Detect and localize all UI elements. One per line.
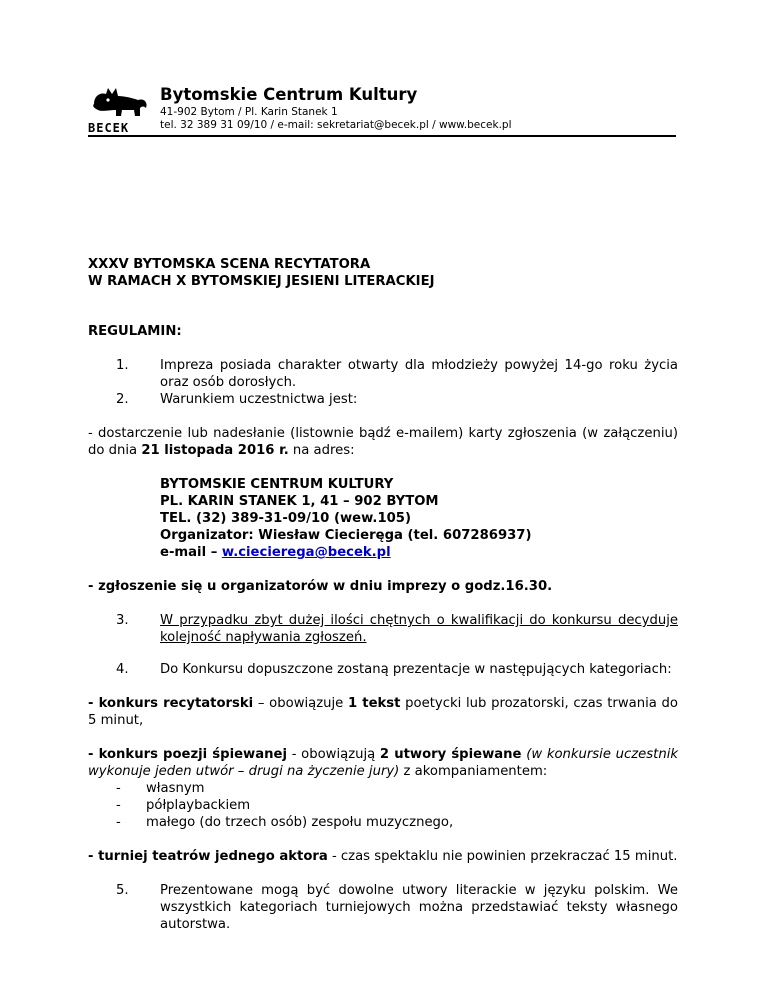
sung-count: 2 utwory śpiewane [379, 747, 522, 762]
sung-text-1: - obowiązują [287, 747, 380, 762]
header-rule [88, 135, 676, 137]
title-line-2: W RAMACH X BYTOMSKIEJ JESIENI LITERACKIEJ [88, 274, 435, 289]
sung-text-2: z akompaniamentem: [399, 764, 548, 779]
category-recital [88, 695, 678, 729]
bck-logo [88, 86, 150, 135]
point-4-text: Do Konkursu dopuszczone zostaną prezentacje w następujących kategoriach: [160, 662, 672, 677]
category-sung-poetry [88, 746, 678, 780]
point-4-number: 4. [116, 662, 129, 677]
point-1-number: 1. [116, 358, 129, 373]
category-theatre [88, 848, 677, 865]
theatre-text: - czas spektaklu nie powinien przekraczać 15 minut. [327, 849, 678, 864]
theatre-label: - turniej teatrów jednego aktora [88, 849, 328, 864]
org-contact: tel. 32 389 31 09/10 / e-mail: sekretariat@becek.pl / www.becek.pl [160, 119, 512, 131]
list-dash: - [116, 781, 121, 796]
point-5-number: 5. [116, 883, 129, 898]
onsite-registration: - zgłoszenie się u organizatorów w dniu imprezy o godz.16.30. [88, 579, 553, 594]
submission-paragraph [88, 425, 678, 459]
submission-text-after: na adres: [288, 443, 355, 458]
title-line-1: XXXV BYTOMSKA SCENA RECYTATORA [88, 257, 371, 272]
recital-text-2: poetycki lub prozatorski, czas trwania do 5 minut, [88, 696, 678, 728]
point-2-text: Warunkiem uczestnictwa jest: [160, 392, 358, 407]
accompaniment-1: własnym [146, 781, 205, 796]
point-5-text: Prezentowane mogą być dowolne utwory literackie w języku polskim. We wszystkich kategoriach turniejowych można przedstawiać teksty własnego autorstwa. [160, 883, 678, 932]
sung-label: - konkurs poezji śpiewanej [88, 747, 287, 762]
point-2-number: 2. [116, 392, 129, 407]
list-dash: - [116, 798, 121, 813]
cat-icon [88, 86, 150, 118]
email-link[interactable]: w.ciecierega@becek.pl [221, 545, 391, 560]
point-3-text: W przypadku zbyt dużej ilości chętnych o kwalifikacji do konkursu decyduje kolejność napływania zgłoszeń. [160, 613, 678, 645]
organizer-line: Organizator: Wiesław Ciecieręga (tel. 607286937) [160, 528, 532, 543]
email-line [160, 544, 391, 561]
address-line-1: BYTOMSKIE CENTRUM KULTURY [160, 477, 394, 492]
recital-text-1: – obowiązuje [253, 696, 348, 711]
logo-wordmark: BECEK [88, 121, 130, 135]
point-1-text: Impreza posiada charakter otwarty dla młodzieży powyżej 14-go roku życia oraz osób dorosłych. [160, 358, 678, 390]
accompaniment-item [116, 797, 250, 814]
email-label: e-mail – [160, 545, 222, 560]
address-line-2: PL. KARIN STANEK 1, 41 – 902 BYTOM [160, 494, 439, 509]
recital-label: - konkurs recytatorski [88, 696, 254, 711]
sung-note: (w konkursie uczestnik wykonuje jeden utwór – drugi na życzenie jury) [88, 747, 678, 779]
regulamin-heading: REGULAMIN: [88, 324, 182, 339]
org-address: 41-902 Bytom / Pl. Karin Stanek 1 [160, 106, 338, 118]
accompaniment-3: małego (do trzech osób) zespołu muzycznego, [146, 815, 454, 830]
address-line-3: TEL. (32) 389-31-09/10 (wew.105) [160, 511, 411, 526]
list-dash: - [116, 815, 121, 830]
accompaniment-item [116, 814, 453, 831]
org-name: Bytomskie Centrum Kultury [160, 85, 418, 104]
point-3-number: 3. [116, 613, 129, 628]
recital-count: 1 tekst [348, 696, 401, 711]
submission-text-before: - dostarczenie lub nadesłanie (listownie bądź e-mailem) karty zgłoszenia (w załączeniu) do dnia [88, 426, 678, 458]
accompaniment-item [116, 780, 205, 797]
submission-date: 21 listopada 2016 r. [141, 443, 289, 458]
accompaniment-2: półplaybackiem [146, 798, 251, 813]
